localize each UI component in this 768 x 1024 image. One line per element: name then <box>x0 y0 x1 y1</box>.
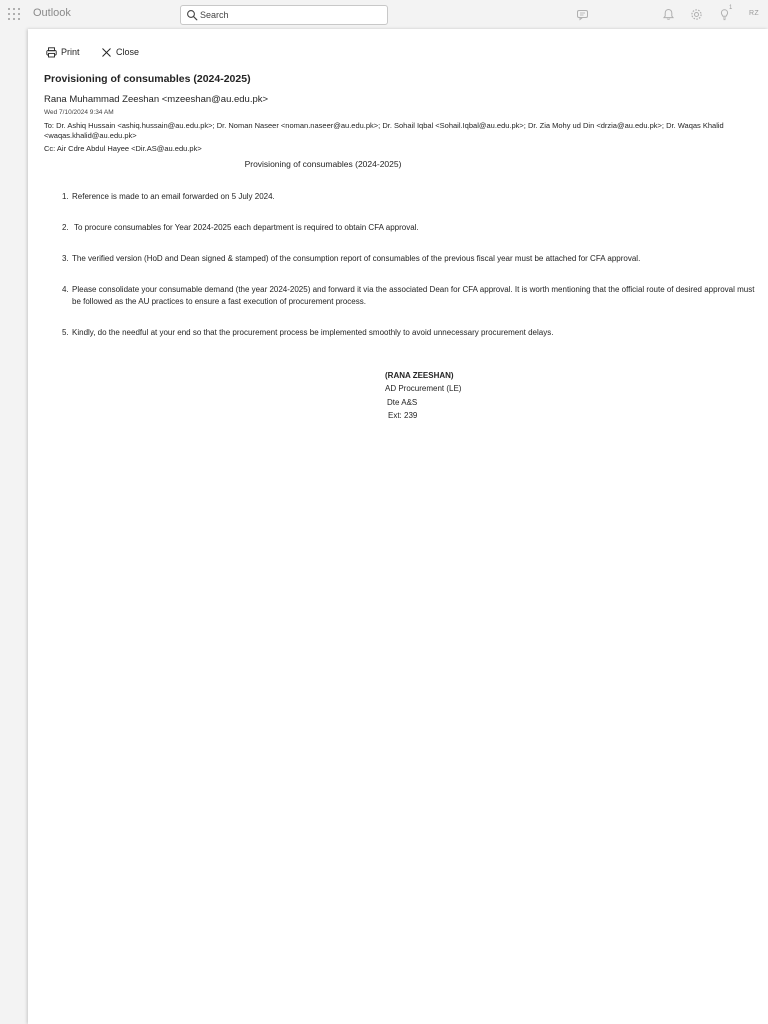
feedback-icon[interactable] <box>576 8 589 21</box>
app-header <box>0 0 768 29</box>
bell-icon[interactable] <box>662 8 675 21</box>
email-sender: Rana Muhammad Zeeshan <mzeeshan@au.edu.pk> <box>44 94 269 105</box>
signature-extension: Ext: 239 <box>388 411 418 420</box>
print-button[interactable] <box>46 45 80 59</box>
paragraph-number: 5. <box>62 328 69 337</box>
body-paragraph <box>62 222 762 234</box>
gear-icon[interactable] <box>690 8 703 21</box>
body-paragraph <box>62 191 762 203</box>
email-to-line: To: Dr. Ashiq Hussain <ashiq.hussain@au.edu.pk>; Dr. Noman Naseer <noman.naseer@au.edu.pk>; Dr. Sohail Iqbal <Sohail.Iqbal@au.edu.pk>; Dr. Zia Mohy ud Din <drzia@au.edu.pk>; Dr. Waqas Khalid <waqas.khalid@au.edu.pk> <box>44 121 724 140</box>
email-cc-line: Cc: Air Cdre Abdul Hayee <Dir.AS@au.edu.pk> <box>44 144 202 153</box>
signature-department: Dte A&S <box>387 398 418 407</box>
paragraph-text: Please consolidate your consumable demand (the year 2024-2025) and forward it via the associated Dean for CFA approval. It is worth mentioning that the official route of desired approval must be followed as the AU practices to ensure a fast execution of procurement process. <box>72 285 755 306</box>
paragraph-text: To procure consumables for Year 2024-2025 each department is required to obtain CFA approval. <box>74 223 419 232</box>
app-title[interactable]: Outlook <box>33 7 71 19</box>
search-icon <box>186 9 198 21</box>
close-label: Close <box>116 47 140 57</box>
paragraph-text: Reference is made to an email forwarded on 5 July 2024. <box>72 192 275 201</box>
email-subject: Provisioning of consumables (2024-2025) <box>44 73 251 85</box>
print-label: Print <box>61 47 80 57</box>
body-paragraph <box>62 284 762 308</box>
search-box[interactable] <box>180 5 388 25</box>
body-paragraph <box>62 327 762 339</box>
paragraph-text: The verified version (HoD and Dean signed & stamped) of the consumption report of consumables of the previous fiscal year must be attached for CFA approval. <box>72 254 641 263</box>
body-paragraph <box>62 253 762 265</box>
tips-count-badge: 1 <box>729 5 733 11</box>
close-icon <box>101 47 112 58</box>
paragraph-number: 1. <box>62 192 69 201</box>
signature-title: AD Procurement (LE) <box>385 384 462 393</box>
signature-name: (RANA ZEESHAN) <box>385 371 454 380</box>
close-button[interactable] <box>101 45 139 59</box>
paragraph-text: Kindly, do the needful at your end so that the procurement process be implemented smoothly to avoid unnecessary procurement delays. <box>72 328 554 337</box>
search-input[interactable] <box>200 8 380 22</box>
app-launcher-icon[interactable] <box>7 7 21 21</box>
printer-icon <box>46 47 57 58</box>
paragraph-number: 4. <box>62 285 69 294</box>
email-date: Wed 7/10/2024 9:34 AM <box>44 109 114 116</box>
avatar[interactable]: RZ <box>749 10 759 17</box>
email-print-view <box>28 29 768 1024</box>
paragraph-number: 2. <box>62 223 69 232</box>
email-body-title: Provisioning of consumables (2024-2025) <box>244 159 402 169</box>
paragraph-number: 3. <box>62 254 69 263</box>
